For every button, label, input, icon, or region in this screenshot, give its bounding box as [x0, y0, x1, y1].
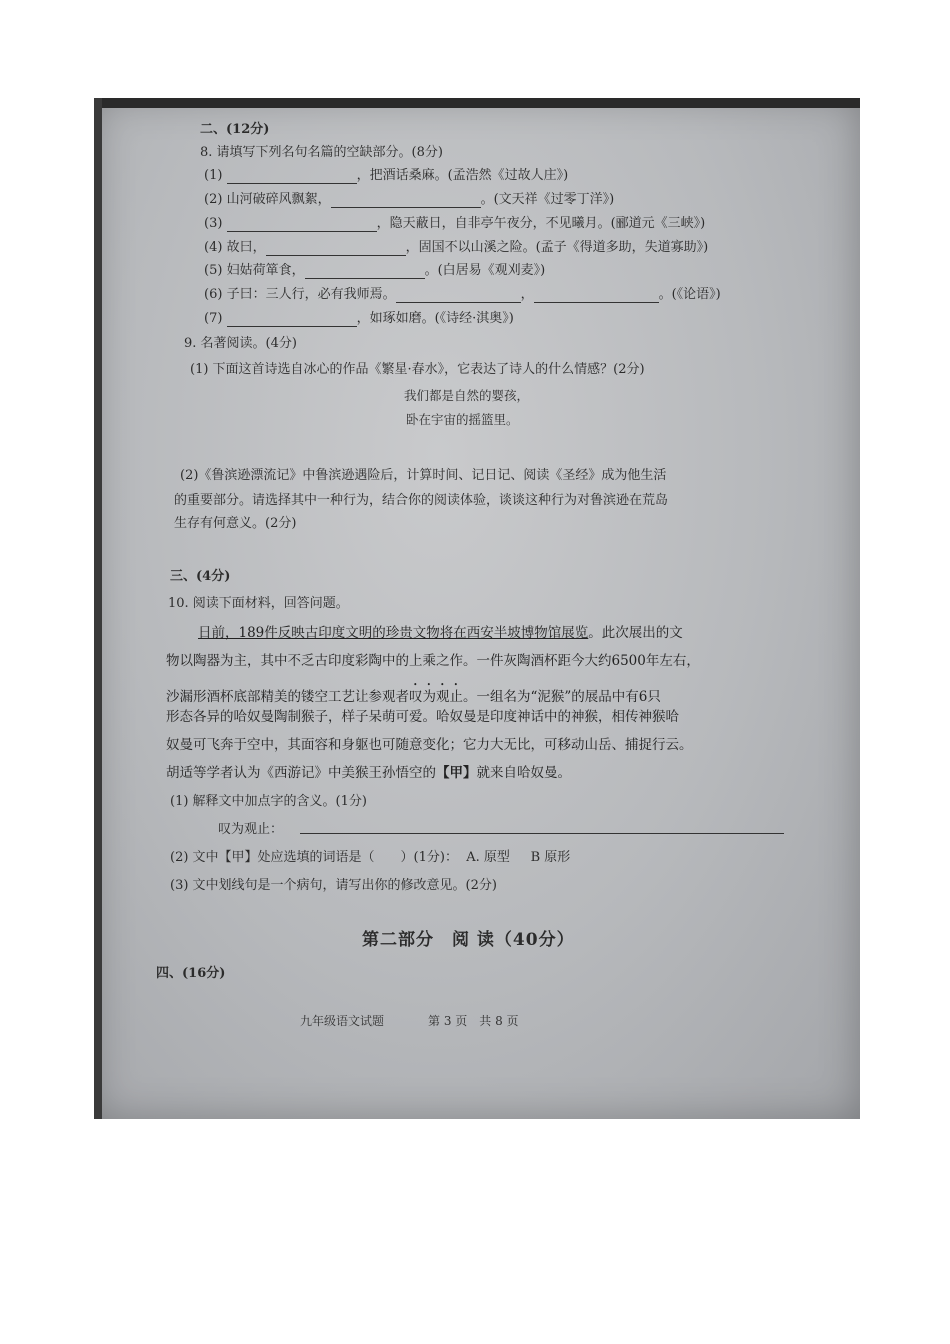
- footer-subject: 九年级语文试题: [300, 1014, 385, 1028]
- question-title: 8. 请填写下列名句名篇的空缺部分。(8分): [200, 145, 443, 160]
- fill-blank-item: (1) ，把酒话桑麻。(孟浩然《过故人庄》): [204, 168, 569, 183]
- poem-line: 卧在宇宙的摇篮里。: [406, 412, 519, 427]
- fill-blank-item: (4) 故曰， ，固国不以山溪之险。(孟子《得道多助，失道寡助》): [204, 240, 709, 255]
- option-a[interactable]: A. 原型: [466, 850, 510, 865]
- question-text: (2) 文中【甲】处应选填的词语是（ ）(1分)： A. 原型 B 原形: [170, 850, 571, 865]
- answer-blank[interactable]: [266, 243, 406, 256]
- poem-line: 我们都是自然的婴孩，: [404, 388, 530, 403]
- question-title: 9. 名著阅读。(4分): [184, 336, 297, 351]
- section-header: 二、(12分): [200, 122, 270, 137]
- answer-blank[interactable]: [331, 195, 481, 208]
- material-line: 日前，189件反映古印度文明的珍贵文物将在西安半坡博物馆展览。此次展出的文: [198, 625, 683, 641]
- section-header: 三、(4分): [170, 569, 231, 584]
- fill-blank-item: (6) 子曰：三人行，必有我师焉。 ， 。(《论语》): [204, 287, 721, 302]
- footer-page: 第 3 页 共 8 页: [428, 1014, 519, 1028]
- answer-blank[interactable]: [305, 266, 425, 279]
- dotted-word: 叹为观止: [409, 689, 463, 705]
- section-header: 四、(16分): [156, 966, 226, 981]
- question-text: (1) 下面这首诗选自冰心的作品《繁星·春水》，它表达了诗人的什么情感？(2分): [190, 362, 645, 377]
- exam-page: [94, 98, 860, 1119]
- answer-blank[interactable]: [396, 290, 521, 303]
- question-text: (1) 解释文中加点字的含义。(1分): [170, 794, 367, 809]
- fill-blank-item: (5) 妇姑荷箪食， 。(白居易《观刈麦》): [204, 263, 546, 278]
- material-line: 沙漏形酒杯底部精美的镂空工艺让参观者叹为观止。一组名为“泥猴”的展品中有6只: [166, 689, 661, 705]
- question-text: (2)《鲁滨逊漂流记》中鲁滨逊遇险后，计算时间、记日记、阅读《圣经》成为他生活: [180, 468, 667, 483]
- answer-blank[interactable]: [534, 290, 659, 303]
- answer-line[interactable]: [300, 833, 784, 834]
- question-title: 10. 阅读下面材料，回答问题。: [168, 596, 349, 611]
- material-line: 胡适等学者认为《西游记》中美猴王孙悟空的【甲】就来自哈奴曼。: [166, 765, 571, 781]
- answer-blank[interactable]: [227, 314, 357, 327]
- material-line: 奴曼可飞奔于空中，其面容和身躯也可随意变化；它力大无比，可移动山岳、捕捉行云。: [166, 737, 693, 753]
- answer-blank[interactable]: [227, 219, 377, 232]
- question-text: 的重要部分。请选择其中一种行为，结合你的阅读体验，谈谈这种行为对鲁滨逊在荒岛: [174, 493, 669, 508]
- fill-blank-item: (3) ，隐天蔽日，自非亭午夜分，不见曦月。(郦道元《三峡》): [204, 216, 706, 231]
- material-line: 形态各异的哈奴曼陶制猴子，样子呆萌可爱。哈奴曼是印度神话中的神猴，相传神猴哈: [166, 709, 679, 725]
- underlined-sentence: 日前，189件反映古印度文明的珍贵文物将在西安半坡博物馆展览: [198, 625, 589, 641]
- part-title: 第二部分 阅 读（40分）: [362, 930, 575, 950]
- fill-blank-item: (2) 山河破碎风飘絮， 。(文天祥《过零丁洋》): [204, 192, 615, 207]
- material-line: 物以陶器为主，其中不乏古印度彩陶中的上乘之作。一件灰陶酒杯距今大约6500年左右，: [166, 653, 700, 669]
- question-text: 生存有何意义。(2分): [174, 516, 297, 531]
- option-b[interactable]: B 原形: [530, 850, 571, 865]
- question-text: (3) 文中划线句是一个病句，请写出你的修改意见。(2分): [170, 878, 497, 893]
- answer-blank[interactable]: [227, 171, 357, 184]
- blank-marker: 【甲】: [436, 765, 477, 781]
- document-photo: [94, 98, 860, 1119]
- term-label: 叹为观止：: [218, 822, 284, 837]
- fill-blank-item: (7) ，如琢如磨。(《诗经·淇奥》): [204, 311, 514, 326]
